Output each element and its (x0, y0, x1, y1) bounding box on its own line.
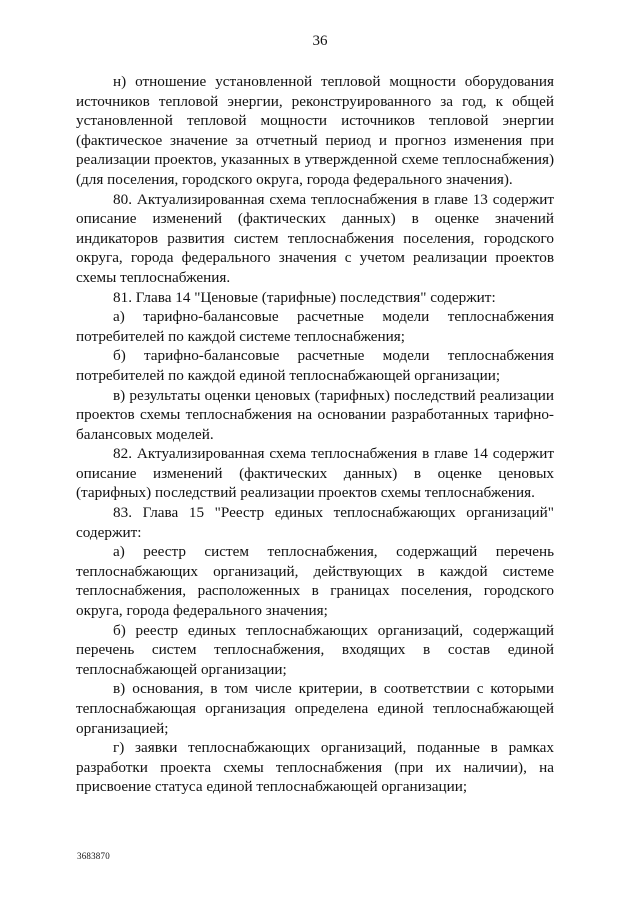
document-body (76, 72, 554, 797)
paragraph-81-b: б) тарифно-балансовые расчетные модели теплоснабжения потребителей по каждой единой теплоснабжающей организации; (76, 347, 554, 384)
paragraph-81: 81. Глава 14 "Ценовые (тарифные) последствия" содержит: (113, 288, 496, 306)
paragraph-83-b: б) реестр единых теплоснабжающих организаций, содержащий перечень систем теплоснабжения, входящих в состав единой теплоснабжающей организации; (76, 621, 554, 678)
paragraph-80: 80. Актуализированная схема теплоснабжения в главе 13 содержит описание изменений (фактических данных) в оценке значений индикаторов развития систем теплоснабжения поселения, городского округа, города федерального значения с учетом реализации проектов схемы теплоснабжения. (76, 190, 554, 286)
paragraph-83: 83. Глава 15 "Реестр единых теплоснабжающих организаций" содержит: (76, 504, 554, 541)
paragraph-83-a: а) реестр систем теплоснабжения, содержащий перечень теплоснабжающих организаций, действующих в каждой системе теплоснабжения, расположенных в границах поселения, городского округа, города федерального значения; (76, 543, 554, 620)
page-number: 36 (312, 33, 328, 49)
paragraph-83-v: в) основания, в том числе критерии, в соответствии с которыми теплоснабжающая организация определена единой теплоснабжающей организацией; (76, 680, 554, 737)
paragraph-81-v: в) результаты оценки ценовых (тарифных) последствий реализации проектов схемы теплоснабжения на основании разработанных тарифно-балансовых моделей. (76, 386, 554, 443)
paragraph-n-heat-capacity-ratio: н) отношение установленной тепловой мощности оборудования источников тепловой энергии, реконструированного за год, к общей установленной тепловой мощности источников тепловой энергии (фактическое значение за отчетный период и прогноз изменения при реализации проектов, указанных в утвержденной схеме теплоснабжения) (для поселения, городского округа, города федерального значения). (76, 73, 554, 188)
paragraph-83-g: г) заявки теплоснабжающих организаций, поданные в рамках разработки проекта схемы теплоснабжения (при их наличии), на присвоение статуса единой теплоснабжающей организации; (76, 739, 554, 796)
paragraph-82: 82. Актуализированная схема теплоснабжения в главе 14 содержит описание изменений (фактических данных) в оценке ценовых (тарифных) последствий реализации проектов схемы теплоснабжения. (76, 445, 554, 502)
paragraph-81-a: а) тарифно-балансовые расчетные модели теплоснабжения потребителей по каждой системе теплоснабжения; (76, 308, 554, 345)
document-id: 3683870 (77, 851, 110, 861)
